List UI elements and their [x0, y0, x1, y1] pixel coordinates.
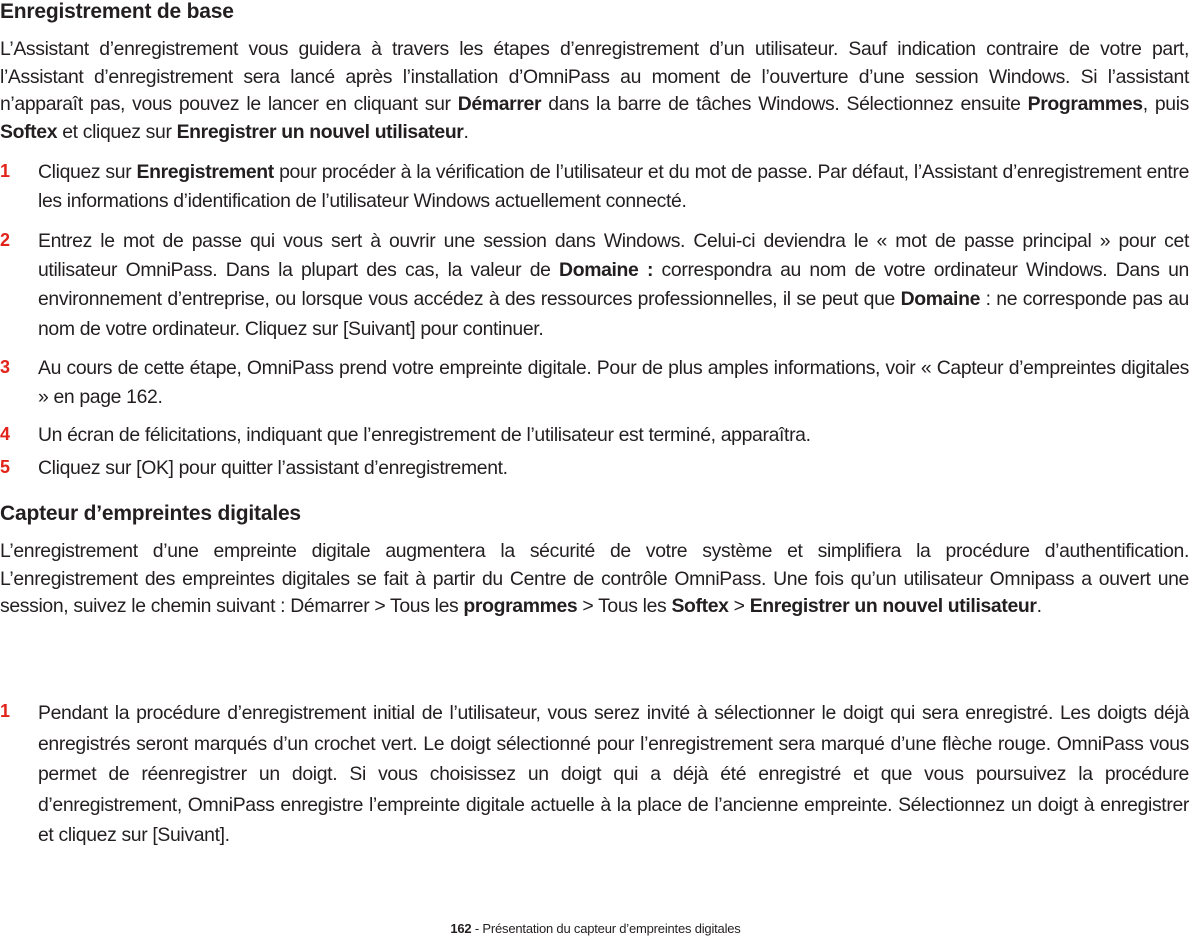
- text-run: > Tous les: [577, 595, 672, 617]
- page-number: 162: [450, 921, 472, 936]
- section-heading-enregistrement-de-base: Enregistrement de base: [0, 0, 234, 23]
- text-run: L’enregistrement d’une empreinte digitale augmentera la sécurité de votre système et simplifiera la procédure d’authentification. L’enregistrement des empreintes digitales se fait à partir du Centre de contrôle OmniPass. Une fois qu’un utilisateur Omnipass a ouvert une session, suivez le chemin suivant : Démarrer > Tous les: [0, 540, 1189, 617]
- text-run: L’Assistant d’enregistrement vous guidera à travers les étapes d’enregistrement d’un utilisateur. Sauf indication contraire de votre part, l’Assistant d’enregistrement sera lancé après l’installation d’OmniPass au moment de l’ouverture d’une session Windows. Si l’assistant n’apparaît pas, vous pouvez le lancer en cliquant sur: [0, 38, 1189, 115]
- bold-programmes: Programmes: [1027, 93, 1143, 115]
- bold-programmes: programmes: [463, 595, 578, 617]
- bold-enregistrer-nouvel-utilisateur: Enregistrer un nouvel utilisateur: [749, 595, 1037, 617]
- text-run: Cliquez sur: [38, 161, 137, 183]
- section1-intro-paragraph: [0, 36, 1189, 146]
- section2-intro-paragraph: [0, 538, 1189, 621]
- step-text: Pendant la procédure d’enregistrement initial de l’utilisateur, vous serez invité à sélectionner le doigt qui sera enregistré. Les doigts déjà enregistrés seront marqués d’un crochet vert. Le doigt sélectionné pour l’enregistrement sera marqué d’une flèche rouge. OmniPass vous permet de réenregistrer un doigt. Si vous choisissez un doigt qui a déjà été enregistré et que vous poursuivez la procédure d’enregistrement, OmniPass enregistre l’empreinte digitale actuelle à la place de l’ancienne empreinte. Sélectionnez un doigt à enregistrer et cliquez sur [Suivant].: [38, 702, 1189, 846]
- section-heading-capteur-empreintes: Capteur d’empreintes digitales: [0, 502, 301, 525]
- bold-softex: Softex: [671, 595, 729, 617]
- bold-domaine: Domaine :: [559, 259, 654, 282]
- bold-enregistrement: Enregistrement: [136, 161, 274, 183]
- step-text: Au cours de cette étape, OmniPass prend votre empreinte digitale. Pour de plus amples informations, voir « Capteur d’empreintes digitales » en page 162.: [38, 357, 1189, 408]
- text-run: >: [728, 595, 750, 617]
- bold-demarrer: Démarrer: [457, 93, 542, 115]
- text-run: .: [463, 120, 469, 143]
- footer-title: - Présentation du capteur d’empreintes digitales: [471, 921, 741, 936]
- step-text: Un écran de félicitations, indiquant que l’enregistrement de l’utilisateur est terminé, apparaîtra.: [38, 424, 811, 446]
- step-number: 5: [0, 457, 11, 477]
- text-run: , puis: [1142, 93, 1190, 115]
- step-number: 2: [0, 230, 11, 250]
- text-run: Entrez le mot de passe qui vous sert à ouvrir une session dans Windows. Celui-ci deviendra le « mot de passe principal » pour cet utilisateur OmniPass. Dans la plupart des cas, la valeur de: [38, 230, 1189, 282]
- step-text: Cliquez sur [OK] pour quitter l’assistant d’enregistrement.: [38, 457, 508, 479]
- bold-enregistrer-nouvel-utilisateur: Enregistrer un nouvel utilisateur: [176, 120, 464, 143]
- text-run: : ne corresponde pas au nom de votre ordinateur. Cliquez sur [Suivant] pour continuer.: [38, 288, 1189, 340]
- bold-domaine: Domaine: [900, 288, 981, 311]
- text-run: pour procéder à la vérification de l’utilisateur et du mot de passe. Par défaut, l’Assistant d’enregistrement entre les informations d’identification de l’utilisateur Windows actuellement connecté.: [38, 161, 1189, 212]
- step-number: 1: [0, 701, 11, 721]
- page-footer: [0, 921, 1191, 937]
- text-run: .: [1036, 595, 1042, 617]
- step-text: [38, 227, 1189, 344]
- step-number: 1: [0, 161, 11, 181]
- text-run: et cliquez sur: [57, 120, 177, 143]
- text-run: correspondra au nom de votre ordinateur Windows. Dans un environnement d’entreprise, ou lorsque vous accédez à des ressources professionnelles, il se peut que: [38, 259, 1189, 311]
- bold-softex: Softex: [0, 120, 58, 143]
- step-number: 4: [0, 424, 11, 444]
- step-text: [38, 158, 1189, 216]
- text-run: dans la barre de tâches Windows. Sélectionnez ensuite: [541, 93, 1028, 115]
- step-number: 3: [0, 357, 11, 377]
